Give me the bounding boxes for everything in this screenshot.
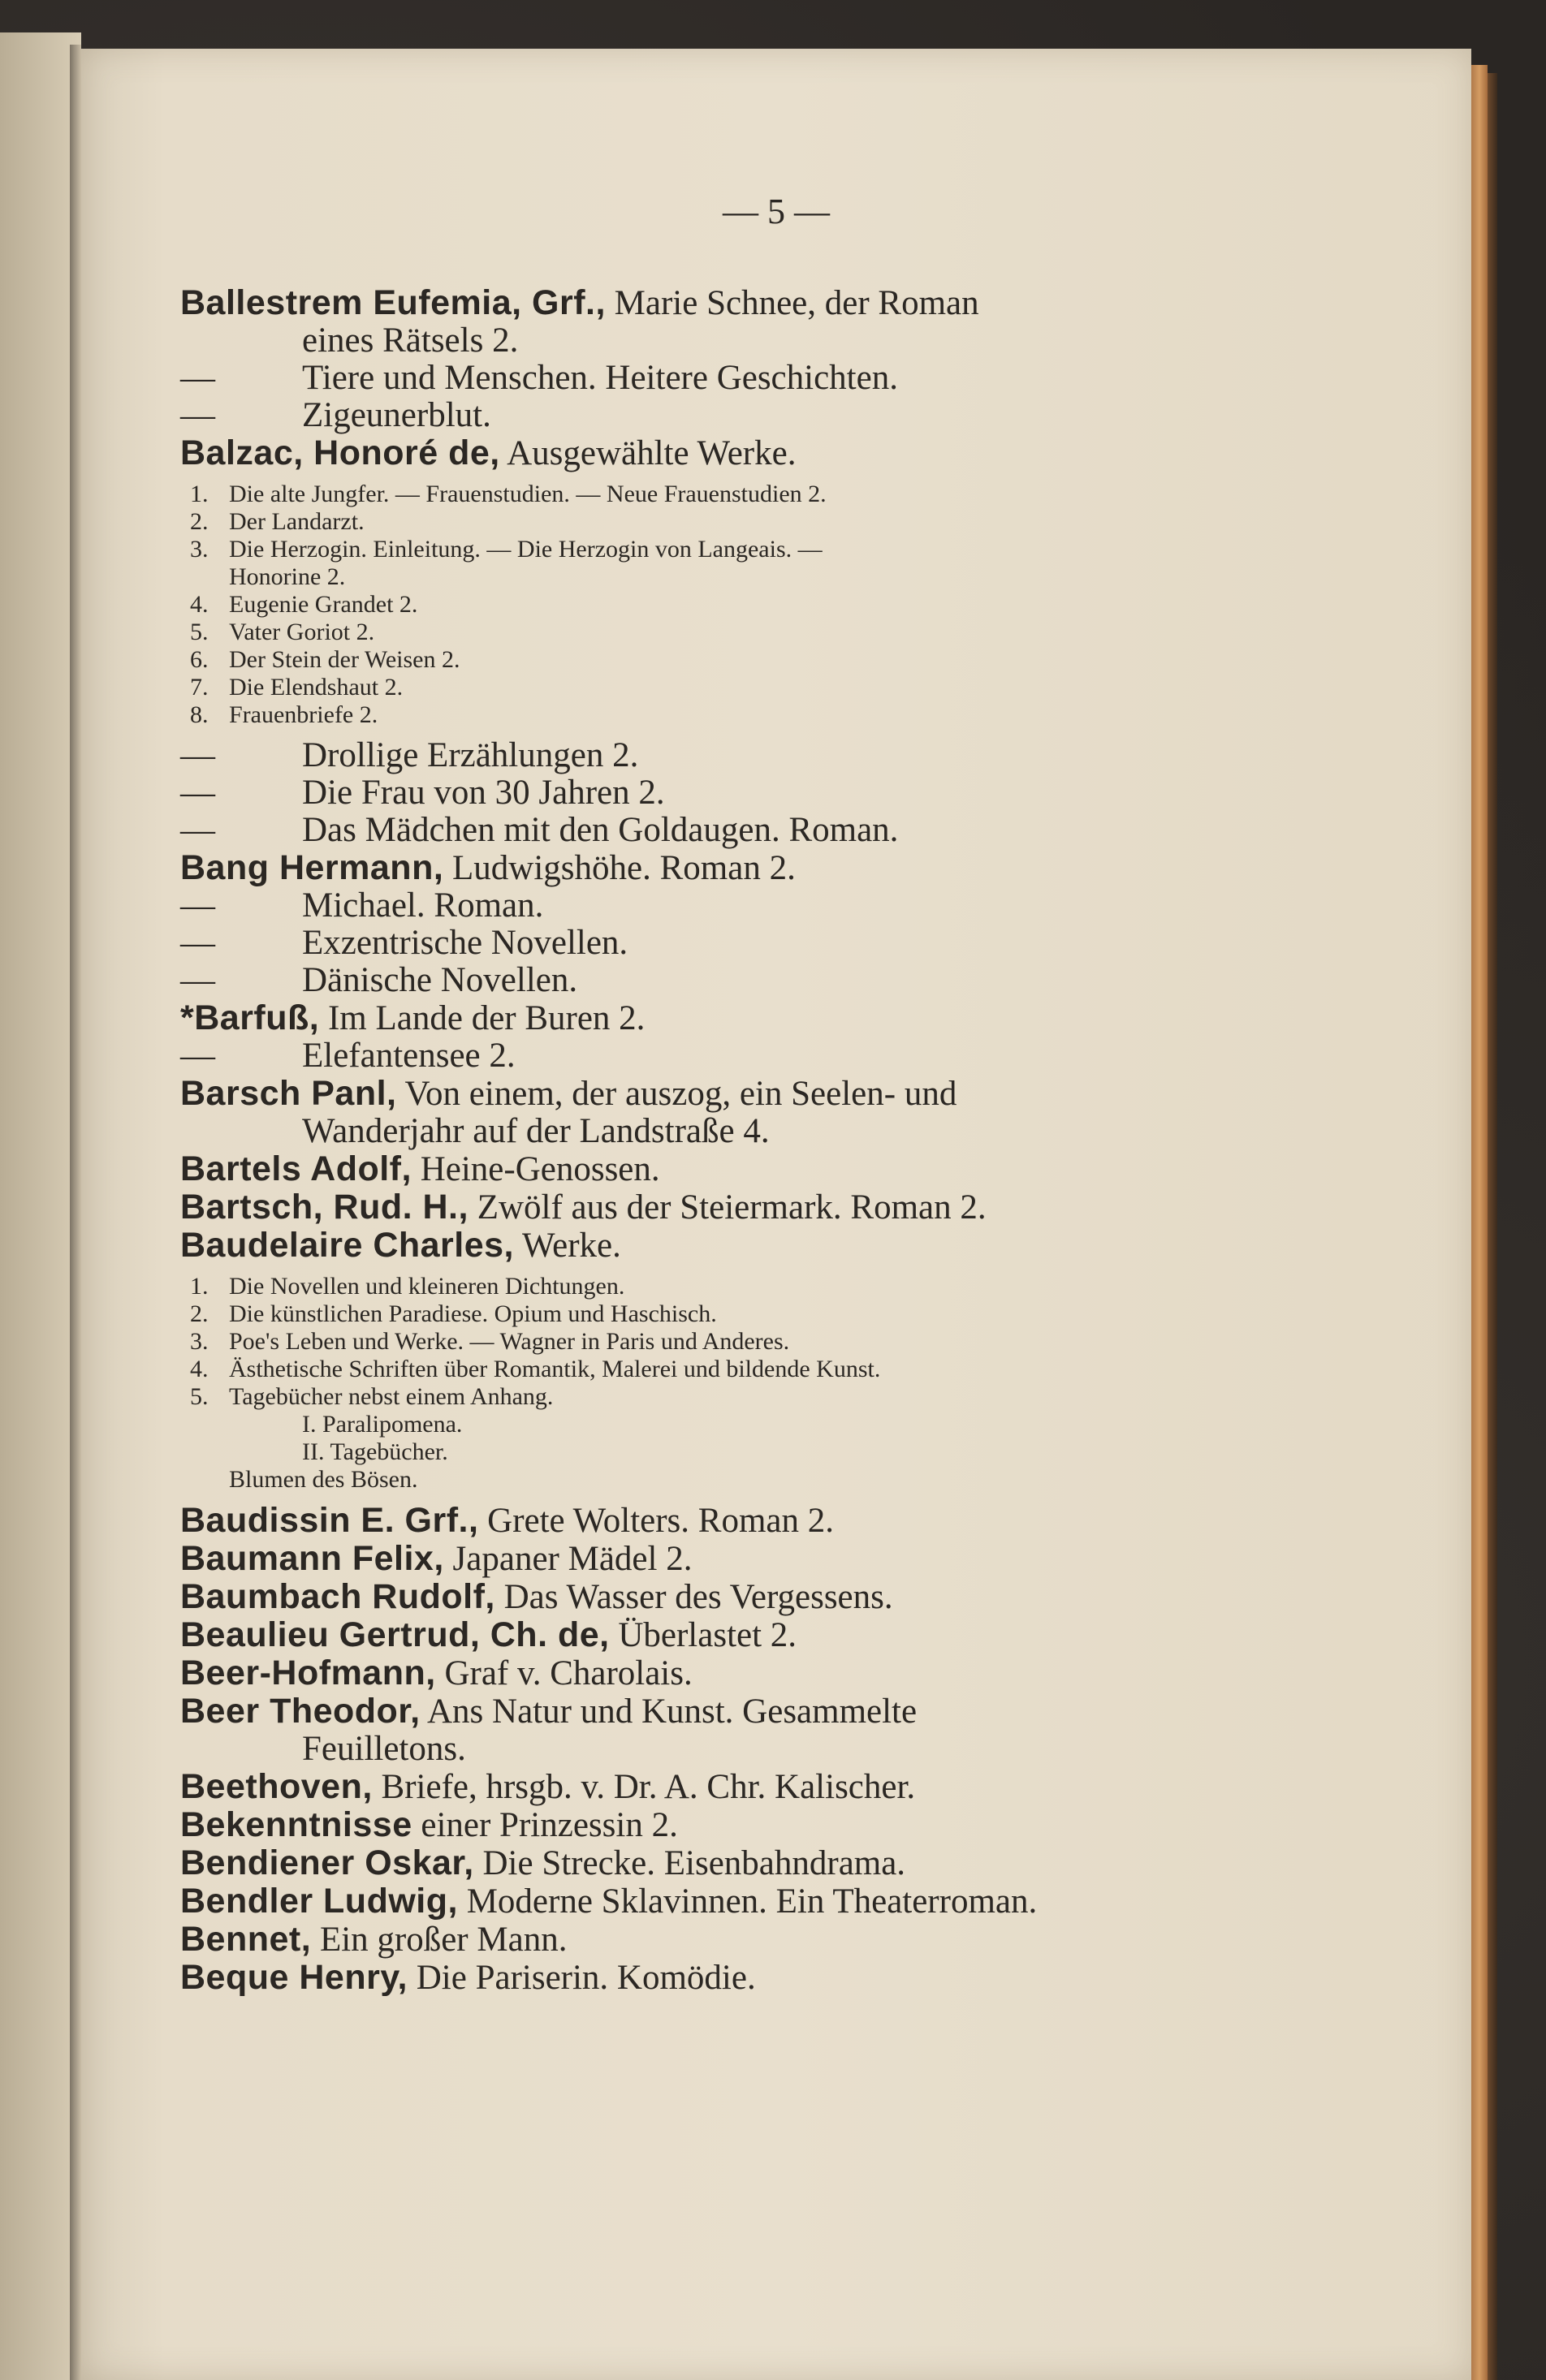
entry-title: Die Frau von 30 Jahren 2. bbox=[302, 774, 665, 812]
catalog-entry bbox=[180, 1844, 1244, 1882]
entry-title: Ausgewählte Werke. bbox=[499, 434, 797, 472]
entry-author: Bang Hermann, bbox=[180, 848, 444, 887]
entries-section-2 bbox=[180, 737, 1244, 1265]
entry-continuation: eines Rätsels 2. bbox=[302, 321, 519, 360]
work-item bbox=[180, 1273, 1244, 1300]
entry-title: Michael. Roman. bbox=[302, 886, 544, 925]
work-number: 2. bbox=[190, 508, 209, 535]
work-number: 8. bbox=[190, 701, 209, 728]
catalog-entry bbox=[180, 1502, 1244, 1540]
work-title: Poe's Leben und Werke. — Wagner in Paris und Anderes. bbox=[229, 1328, 790, 1355]
work-item bbox=[180, 674, 1244, 701]
entry-title: einer Prinzessin 2. bbox=[412, 1806, 678, 1844]
work-number: 5. bbox=[190, 1383, 209, 1410]
catalog-entry bbox=[180, 774, 1244, 812]
catalog-entry bbox=[180, 1882, 1244, 1921]
book-gutter bbox=[70, 45, 81, 2380]
entry-title: Grete Wolters. Roman 2. bbox=[478, 1502, 835, 1540]
work-title: Die künstlichen Paradiese. Opium und Haschisch. bbox=[229, 1300, 717, 1327]
catalog-entry-continuation bbox=[180, 322, 1244, 360]
work-item bbox=[180, 1383, 1244, 1411]
work-title: Ästhetische Schriften über Romantik, Malerei und bildende Kunst. bbox=[229, 1356, 881, 1382]
catalog-entry bbox=[180, 1692, 1244, 1731]
catalog-entry bbox=[180, 1227, 1244, 1265]
entry-author: Bendiener Oskar, bbox=[180, 1843, 474, 1882]
repeat-dash: — bbox=[180, 1037, 215, 1075]
entry-title: Im Lande der Buren 2. bbox=[319, 999, 646, 1037]
repeat-dash: — bbox=[180, 924, 215, 962]
entry-author: Barsch Panl, bbox=[180, 1074, 397, 1113]
work-item bbox=[180, 591, 1244, 619]
entry-title: Die Pariserin. Komödie. bbox=[408, 1959, 756, 1997]
catalog-entry bbox=[180, 1921, 1244, 1959]
catalog-entry bbox=[180, 737, 1244, 774]
work-title: Die Novellen und kleineren Dichtungen. bbox=[229, 1273, 625, 1300]
work-number: 3. bbox=[190, 1328, 209, 1355]
entry-author: Baumann Felix, bbox=[180, 1539, 444, 1578]
diary-subitem: II. Tagebücher. bbox=[302, 1438, 448, 1465]
entry-title: Zwölf aus der Steiermark. Roman 2. bbox=[468, 1188, 987, 1227]
catalog-entry bbox=[180, 1037, 1244, 1075]
entry-title: Ans Natur und Kunst. Gesammelte bbox=[420, 1692, 918, 1731]
catalog-entry bbox=[180, 1075, 1244, 1113]
catalog-entry bbox=[180, 887, 1244, 925]
work-item bbox=[180, 1356, 1244, 1383]
page-edge-shadow bbox=[1488, 73, 1497, 2380]
entry-author: Bennet, bbox=[180, 1920, 312, 1959]
catalog-entry bbox=[180, 434, 1244, 472]
catalog-entry bbox=[180, 1540, 1244, 1578]
work-number: 4. bbox=[190, 1356, 209, 1382]
entry-continuation: Wanderjahr auf der Landstraße 4. bbox=[302, 1112, 770, 1150]
catalog-entry bbox=[180, 1578, 1244, 1616]
catalog-entry bbox=[180, 1616, 1244, 1654]
repeat-dash: — bbox=[180, 811, 215, 849]
entry-author: Bartsch, Rud. H., bbox=[180, 1188, 469, 1227]
work-title: Tagebücher nebst einem Anhang. bbox=[229, 1383, 554, 1410]
entry-title: Das Mädchen mit den Goldaugen. Roman. bbox=[302, 811, 899, 849]
work-continuation: Honorine 2. bbox=[229, 563, 346, 590]
entry-title: Das Wasser des Vergessens. bbox=[494, 1578, 893, 1616]
catalog-entry-continuation bbox=[180, 1731, 1244, 1768]
entries-section-1 bbox=[180, 284, 1244, 472]
entry-title: Moderne Sklavinnen. Ein Theaterroman. bbox=[457, 1882, 1038, 1921]
work-item bbox=[180, 619, 1244, 646]
entry-author: Beer Theodor, bbox=[180, 1692, 421, 1731]
entry-title: Marie Schnee, der Roman bbox=[605, 284, 979, 322]
flowers-of-evil-title: Blumen des Bösen. bbox=[229, 1466, 418, 1493]
entry-title: Ein großer Mann. bbox=[311, 1921, 568, 1959]
entry-author: Ballestrem Eufemia, Grf., bbox=[180, 283, 606, 322]
work-item bbox=[180, 1300, 1244, 1328]
work-item bbox=[180, 646, 1244, 674]
catalog-entry bbox=[180, 962, 1244, 999]
entry-author: Beer-Hofmann, bbox=[180, 1653, 436, 1692]
entry-title: Elefantensee 2. bbox=[302, 1037, 516, 1075]
work-title: Die Herzogin. Einleitung. — Die Herzogin von Langeais. — bbox=[229, 536, 823, 563]
balzac-works-list bbox=[180, 481, 1244, 729]
catalog-content bbox=[180, 284, 1244, 1997]
work-title: Der Stein der Weisen 2. bbox=[229, 646, 460, 673]
repeat-dash: — bbox=[180, 961, 215, 999]
catalog-entry bbox=[180, 1188, 1244, 1227]
repeat-dash: — bbox=[180, 886, 215, 925]
work-number: 2. bbox=[190, 1300, 209, 1327]
work-number: 7. bbox=[190, 674, 209, 701]
catalog-entry bbox=[180, 1654, 1244, 1692]
work-item bbox=[180, 536, 1244, 563]
entry-title: Drollige Erzählungen 2. bbox=[302, 736, 639, 774]
catalog-entry bbox=[180, 360, 1244, 397]
work-number: 1. bbox=[190, 1273, 209, 1300]
entry-author: Bendler Ludwig, bbox=[180, 1882, 458, 1921]
work-title: Vater Goriot 2. bbox=[229, 619, 375, 645]
entry-author: Beque Henry, bbox=[180, 1958, 408, 1997]
repeat-dash: — bbox=[180, 774, 215, 812]
repeat-dash: — bbox=[180, 396, 215, 434]
entry-author: Baudissin E. Grf., bbox=[180, 1501, 479, 1540]
entry-author: Bekenntnisse bbox=[180, 1805, 412, 1844]
diary-subitem: I. Paralipomena. bbox=[302, 1411, 463, 1438]
page-number: — 5 — bbox=[723, 192, 830, 231]
work-title: Frauenbriefe 2. bbox=[229, 701, 378, 728]
work-title: Eugenie Grandet 2. bbox=[229, 591, 418, 618]
work-title: Der Landarzt. bbox=[229, 508, 365, 535]
work-item bbox=[180, 508, 1244, 536]
catalog-entry bbox=[180, 812, 1244, 849]
catalog-entry bbox=[180, 1768, 1244, 1806]
work-item bbox=[180, 481, 1244, 508]
entry-title: Heine-Genossen. bbox=[411, 1150, 660, 1188]
entry-title: Von einem, der auszog, ein Seelen- und bbox=[396, 1075, 957, 1113]
work-number: 5. bbox=[190, 619, 209, 645]
entry-title: Die Strecke. Eisenbahndrama. bbox=[473, 1844, 906, 1882]
work-title: Die Elendshaut 2. bbox=[229, 674, 404, 701]
entry-title: Ludwigshöhe. Roman 2. bbox=[443, 849, 796, 887]
work-number: 1. bbox=[190, 481, 209, 507]
entry-author: Balzac, Honoré de, bbox=[180, 433, 500, 472]
catalog-entry bbox=[180, 1150, 1244, 1188]
entry-title: Überlastet 2. bbox=[609, 1616, 797, 1654]
entry-author: Beaulieu Gertrud, Ch. de, bbox=[180, 1615, 610, 1654]
entry-title: Exzentrische Novellen. bbox=[302, 924, 628, 962]
entry-title: Japaner Mädel 2. bbox=[443, 1540, 693, 1578]
catalog-entry bbox=[180, 284, 1244, 322]
entry-author: Beethoven, bbox=[180, 1767, 373, 1806]
entry-author: Bartels Adolf, bbox=[180, 1149, 412, 1188]
page-edge bbox=[1471, 65, 1488, 2380]
entry-title: Briefe, hrsgb. v. Dr. A. Chr. Kalischer. bbox=[372, 1768, 916, 1806]
catalog-entry bbox=[180, 1806, 1244, 1844]
catalog-entry-continuation bbox=[180, 1113, 1244, 1150]
work-number: 6. bbox=[190, 646, 209, 673]
entry-author: Baudelaire Charles, bbox=[180, 1226, 515, 1265]
entry-title: Tiere und Menschen. Heitere Geschichten. bbox=[302, 359, 898, 397]
entry-title: Werke. bbox=[514, 1227, 621, 1265]
catalog-entry bbox=[180, 1959, 1244, 1997]
entries-section-3 bbox=[180, 1502, 1244, 1997]
catalog-entry bbox=[180, 999, 1244, 1037]
catalog-entry bbox=[180, 925, 1244, 962]
entry-continuation: Feuilletons. bbox=[302, 1730, 466, 1768]
repeat-dash: — bbox=[180, 736, 215, 774]
work-item-continuation bbox=[180, 563, 1244, 591]
entry-author: Baumbach Rudolf, bbox=[180, 1577, 495, 1616]
work-item bbox=[180, 1328, 1244, 1356]
work-number: 4. bbox=[190, 591, 209, 618]
entry-author: *Barfuß, bbox=[180, 998, 320, 1037]
entry-title: Graf v. Charolais. bbox=[435, 1654, 693, 1692]
work-number: 3. bbox=[190, 536, 209, 563]
previous-page-edge bbox=[0, 32, 81, 2380]
entry-title: Zigeunerblut. bbox=[302, 396, 491, 434]
baudelaire-works-list bbox=[180, 1273, 1244, 1494]
repeat-dash: — bbox=[180, 359, 215, 397]
catalog-entry bbox=[180, 849, 1244, 887]
work-item bbox=[180, 701, 1244, 729]
catalog-entry bbox=[180, 397, 1244, 434]
work-title: Die alte Jungfer. — Frauenstudien. — Neue Frauenstudien 2. bbox=[229, 481, 827, 507]
entry-title: Dänische Novellen. bbox=[302, 961, 578, 999]
